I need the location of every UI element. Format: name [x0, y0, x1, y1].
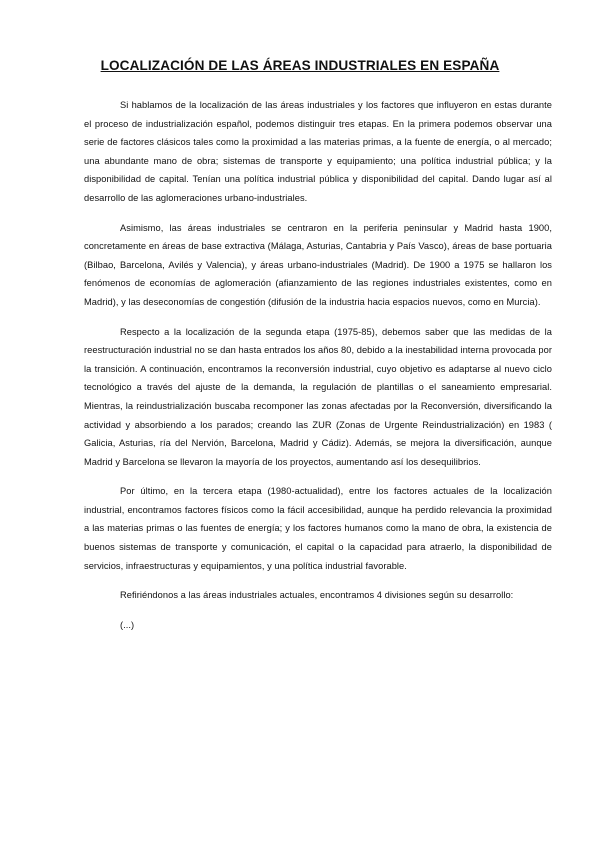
paragraph-industrial-stages: Si hablamos de la localización de las áreas industriales y los factores que influyeron en estas durante el proceso de industrialización español, podemos distinguir tres etapas. En la primera podemos observar una serie de factores clásicos tales como la proximidad a las materias primas, a la fuente de energía, o al mercado; una abundante mano de obra; sistemas de transporte y equipamiento; una política industrial pública; y la disponibilidad de capital. Tenían una política industrial pública y disponibilidad del capital. Dando lugar así al desarrollo de las aglomeraciones urbano-industriales. [84, 100, 552, 203]
paragraph-third-stage: Por último, en la tercera etapa (1980-actualidad), entre los factores actuales de la localización industrial, encontramos factores físicos como la fácil accesibilidad, aunque ha perdido relevancia la proximidad a las materias primas o las fuentes de energía; y los factores humanos como la mano de obra, la existencia de buenos sistemas de transporte y comunicación, el capital o la capacidad para atraerlo, la disponibilidad de servicios, infraestructuras y equipamientos, y una política industrial favorable. [84, 486, 552, 571]
page-title: LOCALIZACIÓN DE LAS ÁREAS INDUSTRIALES EN ESPAÑA [100, 58, 500, 73]
paragraph-second-stage: Respecto a la localización de la segunda etapa (1975-85), debemos saber que las medidas de la reestructuración industrial no se dan hasta entrados los años 80, debido a la inestabilidad interna provocada por la transición. A continuación, encontramos la reconversión industrial, cuyo objetivo es adaptarse al nuevo ciclo tecnológico a través del ajuste de la demanda, la regulación de plantillas o el saneamiento empresarial. Mientras, la reindustrialización buscaba recomponer las zonas afectadas por la Reconversión, diversificando la actividad y absorbiendo a los parados; creando las ZUR (Zonas de Urgente Reindustrialización) en 1983 ( Galicia, Asturias, ría del Nervión, Barcelona, Madrid y Cádiz). Además, se mejora la diversificación, aunque Madrid y Barcelona se llevaron la mayoría de los proyectos, aumentando así los desequilibrios. [84, 326, 552, 467]
paragraph-current-areas: Refiriéndonos a las áreas industriales actuales, encontramos 4 divisiones según su desarrollo: [120, 590, 514, 601]
ellipsis-text: (...) [120, 619, 135, 630]
document-body [84, 96, 552, 645]
paragraph-peripheral-areas: Asimismo, las áreas industriales se centraron en la periferia peninsular y Madrid hasta 1900, concretamente en áreas de base extractiva (Málaga, Asturias, Cantabria y País Vasco), áreas de base portuaria (Bilbao, Barcelona, Avilés y Valencia), y áreas urbano-industriales (Madrid). De 1900 a 1975 se hallaron los fenómenos de economías de aglomeración (afianzamiento de las regiones industriales existentes, como en Madrid), y las deseconomías de congestión (difusión de la industria hacia espacios nuevos, como en Murcia). [84, 222, 552, 307]
